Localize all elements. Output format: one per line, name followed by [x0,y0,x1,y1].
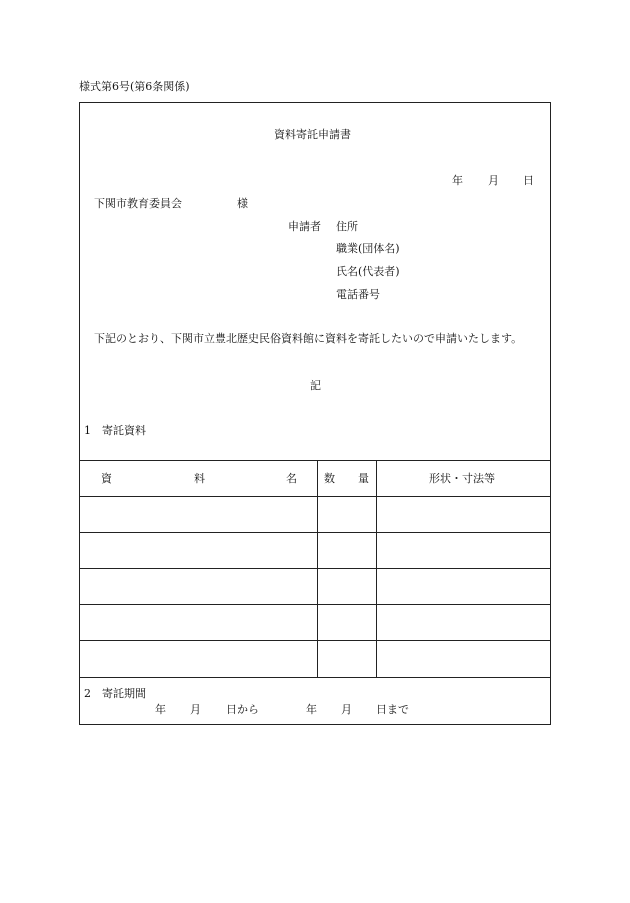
applicant-label: 申請者 [288,220,321,233]
applicant-phone: 電話番号 [336,288,380,301]
form-title: 資料寄託申請書 [274,128,351,141]
date-day: 日 [523,174,534,187]
period-to-day: 日まで [376,703,409,716]
period-to-month: 月 [341,703,352,716]
table-bottom-line [79,677,551,678]
table-top-line [79,460,551,461]
body-text: 下記のとおり、下関市立豊北歴史民俗資料館に資料を寄託したいので申請いたします。 [94,332,523,345]
period-from-month: 月 [190,703,201,716]
header-shape: 形状・寸法等 [429,472,495,485]
table-row-line [79,604,551,605]
table-col-line-qty [317,460,318,677]
header-qty-2: 量 [358,472,369,485]
period-from-year: 年 [155,703,166,716]
table-row-line [79,496,551,497]
applicant-name: 氏名(代表者) [336,265,400,278]
addressee-name: 下関市教育委員会 [94,197,182,210]
ki-marker: 記 [310,379,321,392]
section1-heading: 1 寄託資料 [84,424,146,437]
table-row-line [79,640,551,641]
form-number: 様式第6号(第6条関係) [79,80,190,93]
header-name-3: 名 [286,472,297,485]
date-month: 月 [488,174,499,187]
date-year: 年 [452,174,463,187]
form-frame [79,102,551,725]
addressee-honorific: 様 [237,197,248,210]
period-from-day: 日から [226,703,259,716]
applicant-address: 住所 [336,220,358,233]
table-col-line-shape [376,460,377,677]
table-row-line [79,568,551,569]
table-row-line [79,532,551,533]
header-name-2: 料 [194,472,205,485]
section2-heading: 2 寄託期間 [84,687,146,700]
header-name-1: 資 [101,472,112,485]
header-qty-1: 数 [324,472,335,485]
period-to-year: 年 [306,703,317,716]
applicant-occupation: 職業(団体名) [336,242,400,255]
